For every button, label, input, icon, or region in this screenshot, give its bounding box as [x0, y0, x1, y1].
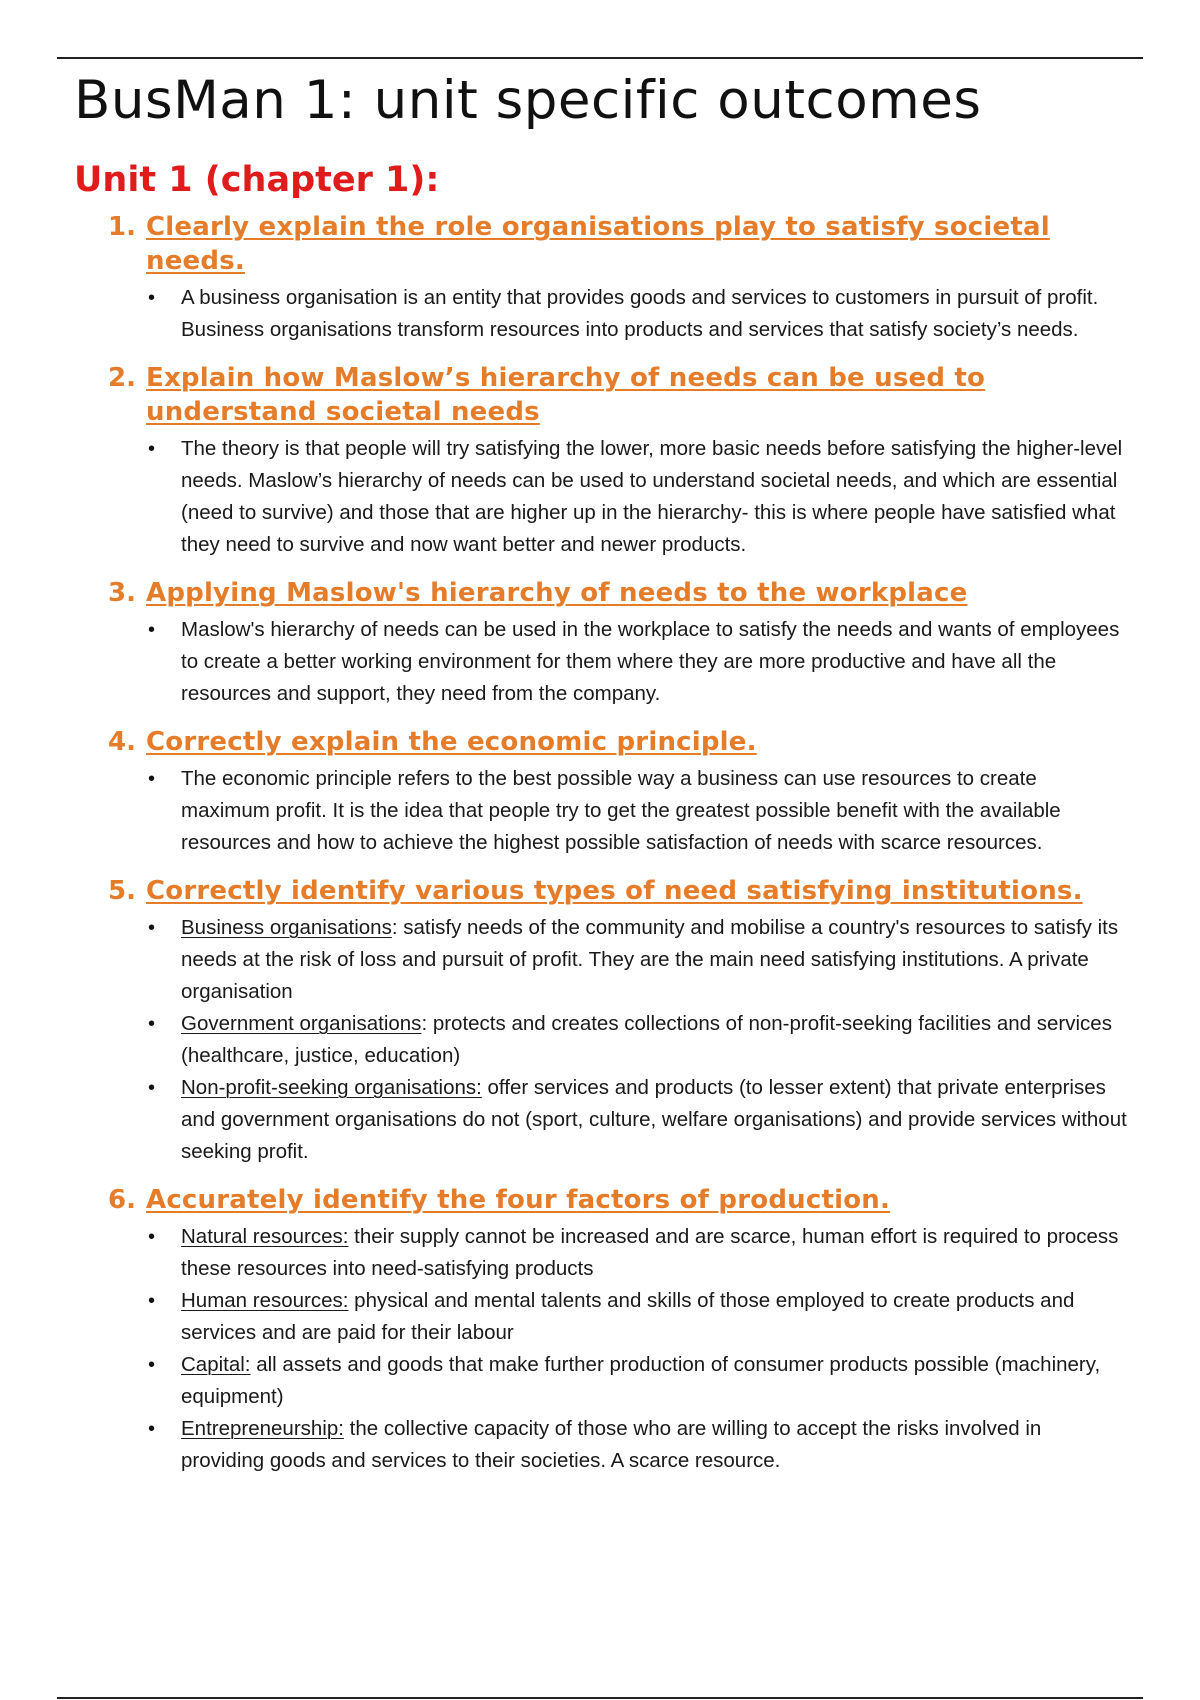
outcomes-list — [108, 210, 1128, 1492]
bullet-icon: • — [148, 1077, 156, 1099]
top-rule — [57, 57, 1143, 59]
bullet-item — [146, 1072, 1128, 1168]
bullet-item — [146, 1008, 1128, 1072]
bullet-term: Natural resources: — [181, 1225, 349, 1248]
outcome-heading: Explain how Maslow’s hierarchy of needs can be used to understand societal needs — [146, 363, 986, 427]
outcome-item — [108, 874, 1128, 1168]
bullet-item — [146, 1221, 1128, 1285]
outcome-item — [108, 725, 1128, 859]
bullet-item — [146, 433, 1128, 561]
bullet-term: Human resources: — [181, 1289, 349, 1312]
bullet-list — [146, 614, 1128, 710]
outcome-number: 2. — [108, 363, 136, 393]
bullet-text: Maslow's hierarchy of needs can be used in the workplace to satisfy the needs and wants of employees to create a better working environment for them where they are more productive and have all the resources and support, they need from the company. — [181, 618, 1120, 705]
bullet-icon: • — [148, 768, 156, 790]
bullet-text: : protects and creates collections of non-profit-seeking facilities and services (healthcare, justice, education) — [181, 1012, 1112, 1067]
outcome-heading: Applying Maslow's hierarchy of needs to the workplace — [146, 578, 968, 608]
bullet-term: Capital: — [181, 1353, 251, 1376]
bullet-icon: • — [148, 438, 156, 460]
bullet-term: Business organisations — [181, 916, 392, 939]
outcome-item — [108, 576, 1128, 710]
bullet-item — [146, 282, 1128, 346]
bullet-item — [146, 614, 1128, 710]
bullet-icon: • — [148, 917, 156, 939]
bullet-term: Entrepreneurship: — [181, 1417, 344, 1440]
bullet-text: A business organisation is an entity that provides goods and services to customers in pursuit of profit. Business organisations transform resources into products and services that satisfy society’s needs. — [181, 286, 1099, 341]
bottom-rule — [57, 1697, 1143, 1699]
outcome-number: 4. — [108, 727, 136, 757]
bullet-text: The theory is that people will try satisfying the lower, more basic needs before satisfying the higher-level needs. Maslow’s hierarchy of needs can be used to understand societal needs, and which are essential (need to survive) and those that are higher up in the hierarchy- this is where people have satisfied what they need to survive and now want better and newer products. — [181, 437, 1123, 556]
page-title: BusMan 1: unit specific outcomes — [74, 70, 982, 131]
bullet-list — [146, 1221, 1128, 1477]
outcome-number: 6. — [108, 1185, 136, 1215]
bullet-icon: • — [148, 287, 156, 309]
bullet-list — [146, 763, 1128, 859]
bullet-list — [146, 433, 1128, 561]
bullet-term: Non-profit-seeking organisations: — [181, 1076, 482, 1099]
bullet-icon: • — [148, 1290, 156, 1312]
bullet-item — [146, 763, 1128, 859]
bullet-icon: • — [148, 1418, 156, 1440]
outcome-number: 5. — [108, 876, 136, 906]
bullet-item — [146, 1285, 1128, 1349]
outcome-item — [108, 361, 1128, 561]
bullet-icon: • — [148, 1226, 156, 1248]
outcome-heading: Correctly identify various types of need satisfying institutions. — [146, 876, 1083, 906]
bullet-term: Government organisations — [181, 1012, 422, 1035]
outcome-item — [108, 210, 1128, 346]
outcome-item — [108, 1183, 1128, 1477]
outcome-number: 3. — [108, 578, 136, 608]
bullet-list — [146, 282, 1128, 346]
outcome-heading: Correctly explain the economic principle. — [146, 727, 757, 757]
bullet-text: physical and mental talents and skills of those employed to create products and services and are paid for their labour — [181, 1289, 1075, 1344]
bullet-icon: • — [148, 1354, 156, 1376]
bullet-text: The economic principle refers to the best possible way a business can use resources to create maximum profit. It is the idea that people try to get the greatest possible benefit with the available resources and how to achieve the highest possible satisfaction of needs with scarce resources. — [181, 767, 1061, 854]
bullet-item — [146, 1413, 1128, 1477]
bullet-icon: • — [148, 619, 156, 641]
bullet-text: all assets and goods that make further production of consumer products possible (machinery, equipment) — [181, 1353, 1101, 1408]
bullet-item — [146, 1349, 1128, 1413]
bullet-item — [146, 912, 1128, 1008]
outcome-heading: Accurately identify the four factors of production. — [146, 1185, 891, 1215]
outcome-heading: Clearly explain the role organisations play to satisfy societal needs. — [146, 212, 1050, 276]
bullet-list — [146, 912, 1128, 1168]
bullet-icon: • — [148, 1013, 156, 1035]
bullet-text: the collective capacity of those who are willing to accept the risks involved in providing goods and services to their societies. A scarce resource. — [181, 1417, 1042, 1472]
unit-heading: Unit 1 (chapter 1): — [74, 160, 440, 200]
bullet-text: their supply cannot be increased and are scarce, human effort is required to process these resources into need-satisfying products — [181, 1225, 1119, 1280]
bullet-text: offer services and products (to lesser extent) that private enterprises and government organisations do not (sport, culture, welfare organisations) and provide services without seeking profit. — [181, 1076, 1127, 1163]
outcome-number: 1. — [108, 212, 136, 242]
bullet-text: : satisfy needs of the community and mobilise a country's resources to satisfy its needs at the risk of loss and pursuit of profit. They are the main need satisfying institutions. A private organisation — [181, 916, 1119, 1003]
